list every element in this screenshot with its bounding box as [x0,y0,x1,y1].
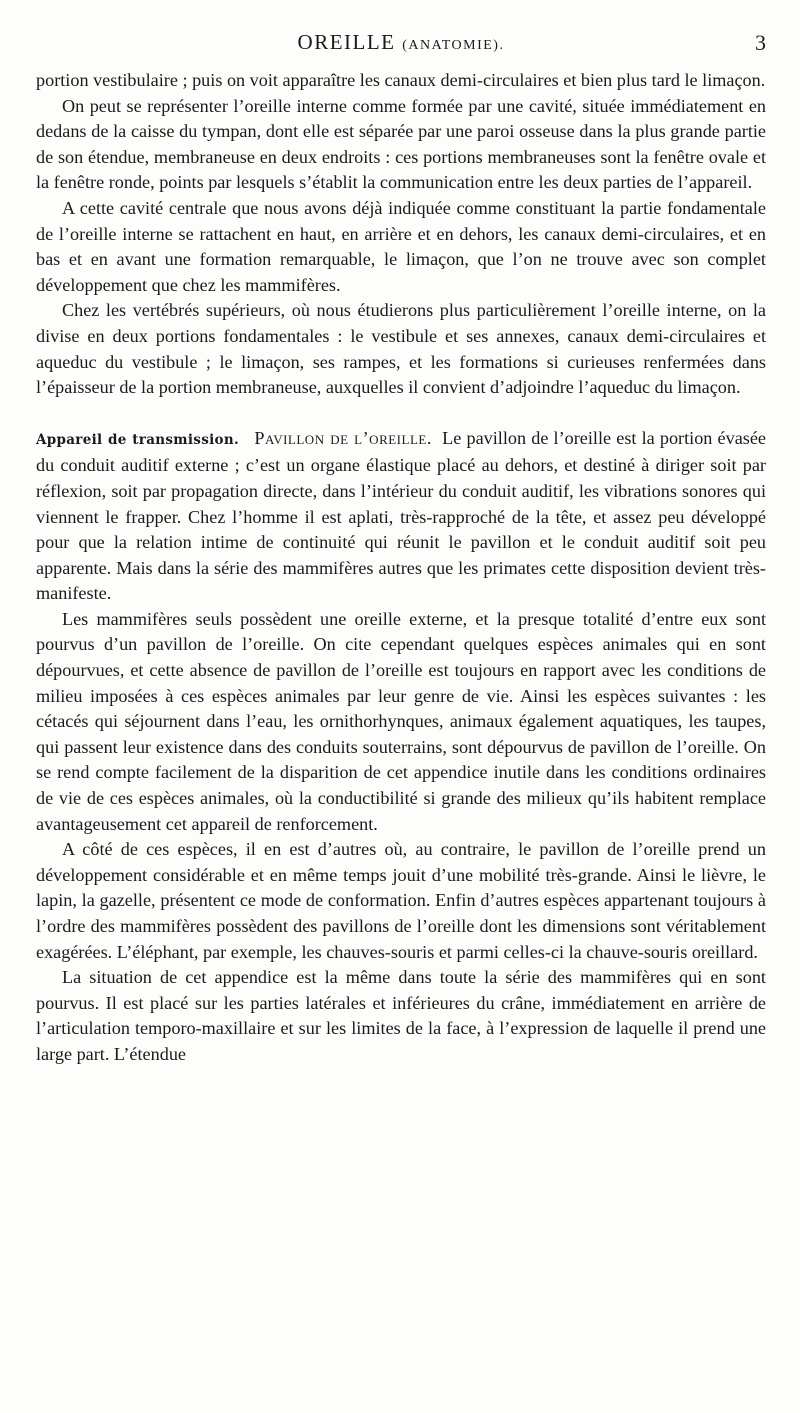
paragraph-8: La situation de cet appendice est la même dans toute la série des mammifères qui en sont pourvus. Il est placé sur les parties latérales et inférieures du crâne, immédiatement en arrière de l’articulation temporo-maxillaire et sur les limites de la face, à l’expression de laquelle il prend une large part. L’étendue [36,967,766,1064]
paragraph-7: A côté de ces espèces, il en est d’autres où, au contraire, le pavillon de l’oreille prend un développement considérable et en même temps jouit d’une mobilité très-grande. Ainsi le lièvre, le lapin, la gazelle, présentent ce mode de conformation. Enfin d’autres espèces appartenant toujours à l’ordre des mammifères possèdent des pavillons de l’oreille dont les dimensions sont véritablement exagérées. L’éléphant, par exemple, les chauves-souris et parmi celles-ci la chauve-souris oreillard. [36,839,766,962]
running-head [36,28,766,62]
section-title: Pavillon de l’oreille. [254,427,432,448]
paragraph-4: Chez les vertébrés supérieurs, où nous étudierons plus particulièrement l’oreille interne, on la divise en deux portions fondamentales : le vestibule et ses annexes, canaux demi-circulaires et aqueduc du vestibule ; le limaçon, ses rampes, et les formations si curieuses renfermées dans l’épaisseur de la portion membraneuse, auxquelles il convient d’adjoindre l’aqueduc du limaçon. [36,300,766,398]
paragraph-5 [36,426,766,607]
paragraph-1: portion vestibulaire ; puis on voit apparaître les canaux demi-circulaires et bien plus tard le limaçon. [36,70,766,90]
running-title-subtitle: (ANATOMIE). [402,38,505,53]
section-label: Appareil de transmission. [36,431,239,448]
running-title-main: OREILLE [297,30,396,54]
paragraph-5-text: Le pavillon de l’oreille est la portion évasée du conduit auditif externe ; c’est un organe élastique placé au dehors, et destiné à diriger soit par réflexion, soit par propagation directe, dans l’intérieur du conduit auditif, les vibrations sonores qui viennent le frapper. Chez l’homme il est aplati, très-rapproché de la tête, et assez peu développé pour que la relation intime de continuité qui réunit le pavillon et le conduit auditif soit peu apparente. Mais dans la série des mammifères autres que les primates cette disposition devient très-manifeste. [36,427,766,604]
page-number: 3 [755,30,766,55]
running-title [36,30,766,55]
paragraph-2: On peut se représenter l’oreille interne comme formée par une cavité, située immédiatement en dedans de la caisse du tympan, dont elle est séparée par une paroi osseuse dans la plus grande partie de son étendue, membraneuse en deux endroits : ces portions membraneuses sont la fenêtre ovale et la fenêtre ronde, points par lesquels s’établit la communication entre les deux parties de l’appareil. [36,95,766,193]
paragraph-3: A cette cavité centrale que nous avons déjà indiquée comme constituant la partie fondamentale de l’oreille interne se rattachent en haut, en arrière et en dehors, les canaux demi-circulaires, et en bas et en avant une formation remarquable, le limaçon, que l’on ne trouve avec son complet développement que chez les mammifères. [36,197,766,295]
paragraph-6: Les mammifères seuls possèdent une oreille externe, et la presque totalité d’entre eux sont pourvus d’un pavillon de l’oreille. On cite cependant quelques espèces animales qui en sont dépourvues, et cette absence de pavillon de l’oreille est toujours en rapport avec les conditions de milieu imposées à ces espèces animales par leur genre de vie. Ainsi les espèces suivantes : les cétacés qui séjournent dans l’eau, les ornithorhynques, animaux également aquatiques, les taupes, qui passent leur existence dans des conduits souterrains, sont dépourvus de pavillon de l’oreille. On se rend compte facilement de la disparition de cet appendice inutile dans les conditions ordinaires de vie de ces espèces animales, où la conductibilité si grande des milieux qu’ils habitent remplace avantageusement cet appareil de renforcement. [36,608,766,834]
section-gap [36,401,766,426]
